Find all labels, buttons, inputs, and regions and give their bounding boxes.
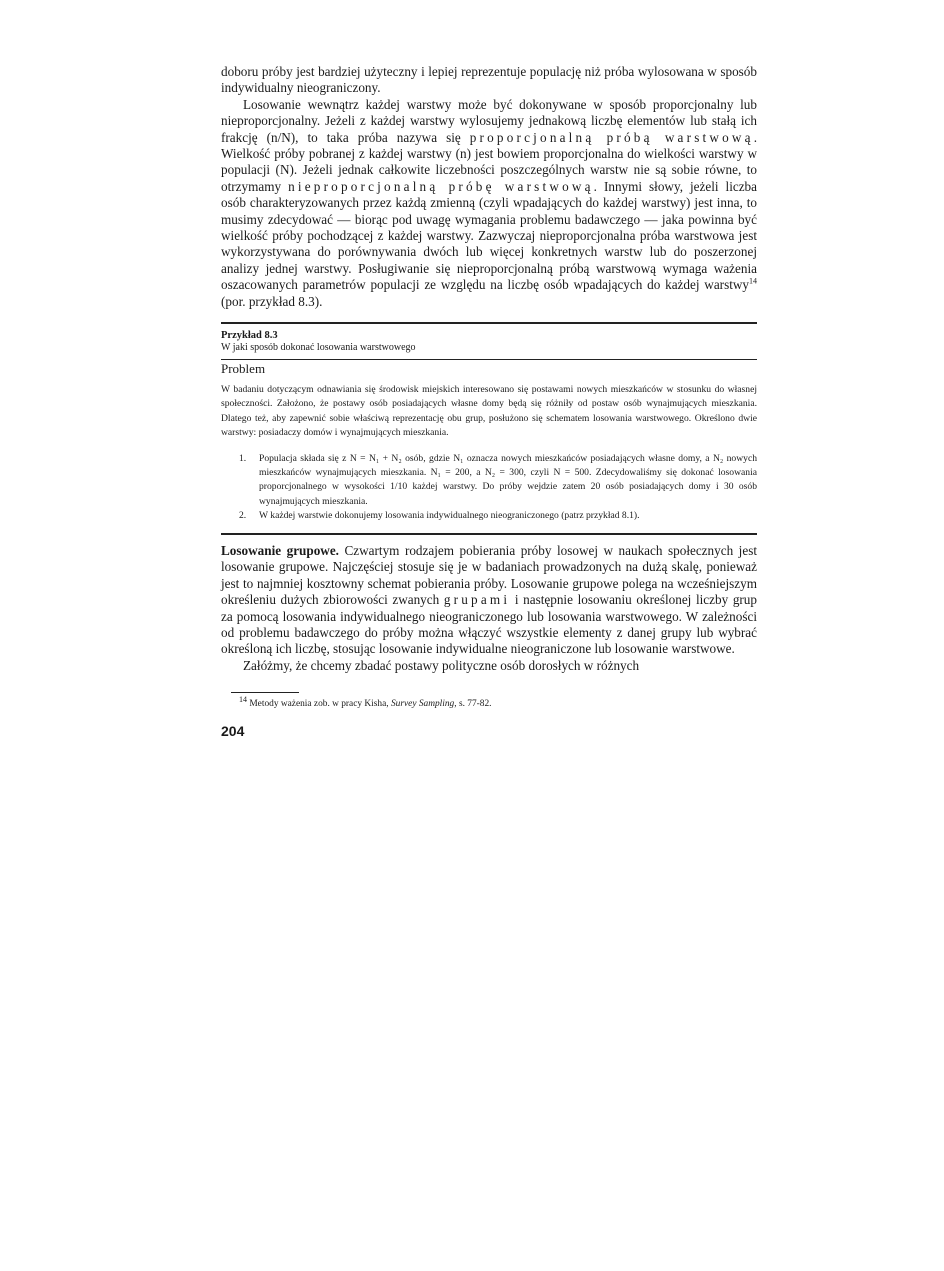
problem-text: W badaniu dotyczącym odnawiania się środowisk miejskich interesowano się postawami nowych mieszkańców w stosunku do własnej społeczności. Założono, że postawy osób posiadających własne domy będą się różniły od postaw osób wynajmujących mieszkania. Dlatego też, aby zapewnić sobie właściwą reprezentację obu grup, posłużono się schematem losowania warstwowego. Określono dwie warstwy: posiadaczy domów i wynajmujących mieszkania. (221, 384, 757, 438)
book-page (221, 64, 757, 739)
example-step: 2. W każdej warstwie dokonujemy losowania indywidualnego nieograniczonego (patrz przykład 8.1). (239, 509, 640, 521)
example-step: 1. Populacja składa się z N = N₁ + N₂ osób, gdzie N₁ oznacza nowych mieszkańców posiadających własne domy, a N₂ nowych mieszkańców wynajmujących mieszkania. N₁ = 200, a N₂ = 300, czyli N = 500. Zdecydowaliśmy się dokonać losowania proporcjonalnego w wysokości 1/10 każdej warstwy. Do próby wejdzie zatem 20 osób posiadających domy i 30 osób wynajmujących mieszkania. (239, 452, 757, 507)
example-divider (221, 359, 757, 360)
footnote-rule (231, 692, 299, 693)
page-number: 204 (221, 723, 245, 740)
example-title: W jaki sposób dokonać losowania warstwowego (221, 342, 416, 354)
problem-heading: Problem (221, 361, 266, 377)
paragraph-stratified-sampling: Losowanie wewnątrz każdej warstwy może być dokonywane w sposób proporcjonalny lub nieproporcjonalny. Jeżeli z każdej warstwy wylosujemy jednakową liczbę elementów lub stałą ich frakcję (n/N), to taka próba nazywa się proporcjonalną próbą warstwową. Wielkość próby pobranej z każdej warstwy (n) jest bowiem proporcjonalna do wielkości warstwy w populacji (N). Jeżeli jednak całkowite liczebności poszczególnych warstw nie są sobie równe, to otrzymamy nieproporcjonalną próbę warstwową. Innymi słowy, jeżeli liczba osób charakteryzowanych przez każdą zmienną (czyli wpadających do każdej warstwy) jest inna, to musimy zdecydować — biorąc pod uwagę wymagania problemu badawczego — jaka powinna być wielkość próby pochodzącej z każdej warstwy. Zazwyczaj nieproporcjonalna próba warstwowa jest wykorzystywana do porównywania dwóch lub więcej konkretnych warstw lub do poszerzonej analizy jednej warstwy. Posługiwanie się nieproporcjonalną próbą warstwową wymaga ważenia oszacowanych parametrów populacji ze względu na liczbę osób wpadających do każdej warstwy$^{14}$ (por. przykład 8.3). (221, 96, 758, 309)
term-groups: grupami (443, 592, 511, 608)
paragraph-continuation: doboru próby jest bardziej użyteczny i lepiej reprezentuje populację niż próba wylosowana w sposób indywidualny nieograniczony. (221, 64, 757, 96)
term-disproportional-sample: nieproporcjonalną próbę warstwową (288, 178, 594, 194)
paragraph-example-intro: Załóżmy, że chcemy zbadać postawy polityczne osób dorosłych w różnych (243, 657, 640, 673)
example-label: Przykład 8.3 (221, 330, 278, 342)
footnote-book-title: Survey Sampling (390, 699, 455, 710)
footnote: $^{14}$ Metody ważenia zob. w pracy Kisha, Survey Sampling, s. 77-82. (239, 695, 492, 710)
term-proportional-sample: proporcjonalną próbą warstwową (469, 129, 754, 145)
paragraph-cluster-sampling: Losowanie grupowe. Czwartym rodzajem pobierania próby losowej w naukach społecznych jest losowanie grupowe. Najczęściej stosuje się je w badaniach prowadzonych na dużą skalę, ponieważ jest to najmniej kosztowny schemat pobierania próby. Losowanie grupowe polega na wcześniejszym określeniu dużych zbiorowości zwanych grupami i następnie losowaniu określonej liczby grup za pomocą losowania indywidualnego nieograniczonego lub losowania warstwowego. W zależności od problemu badawczego do próby można włączyć wszystkie elementy z danej grupy lub wybrać określoną ich liczbę, stosując losowanie indywidualne nieograniczone lub losowanie warstwowe. (221, 542, 757, 657)
example-top-rule (221, 322, 757, 324)
footnote-ref: 14 (749, 276, 757, 286)
example-steps (221, 452, 757, 523)
section-lead: Losowanie grupowe. (221, 542, 339, 558)
